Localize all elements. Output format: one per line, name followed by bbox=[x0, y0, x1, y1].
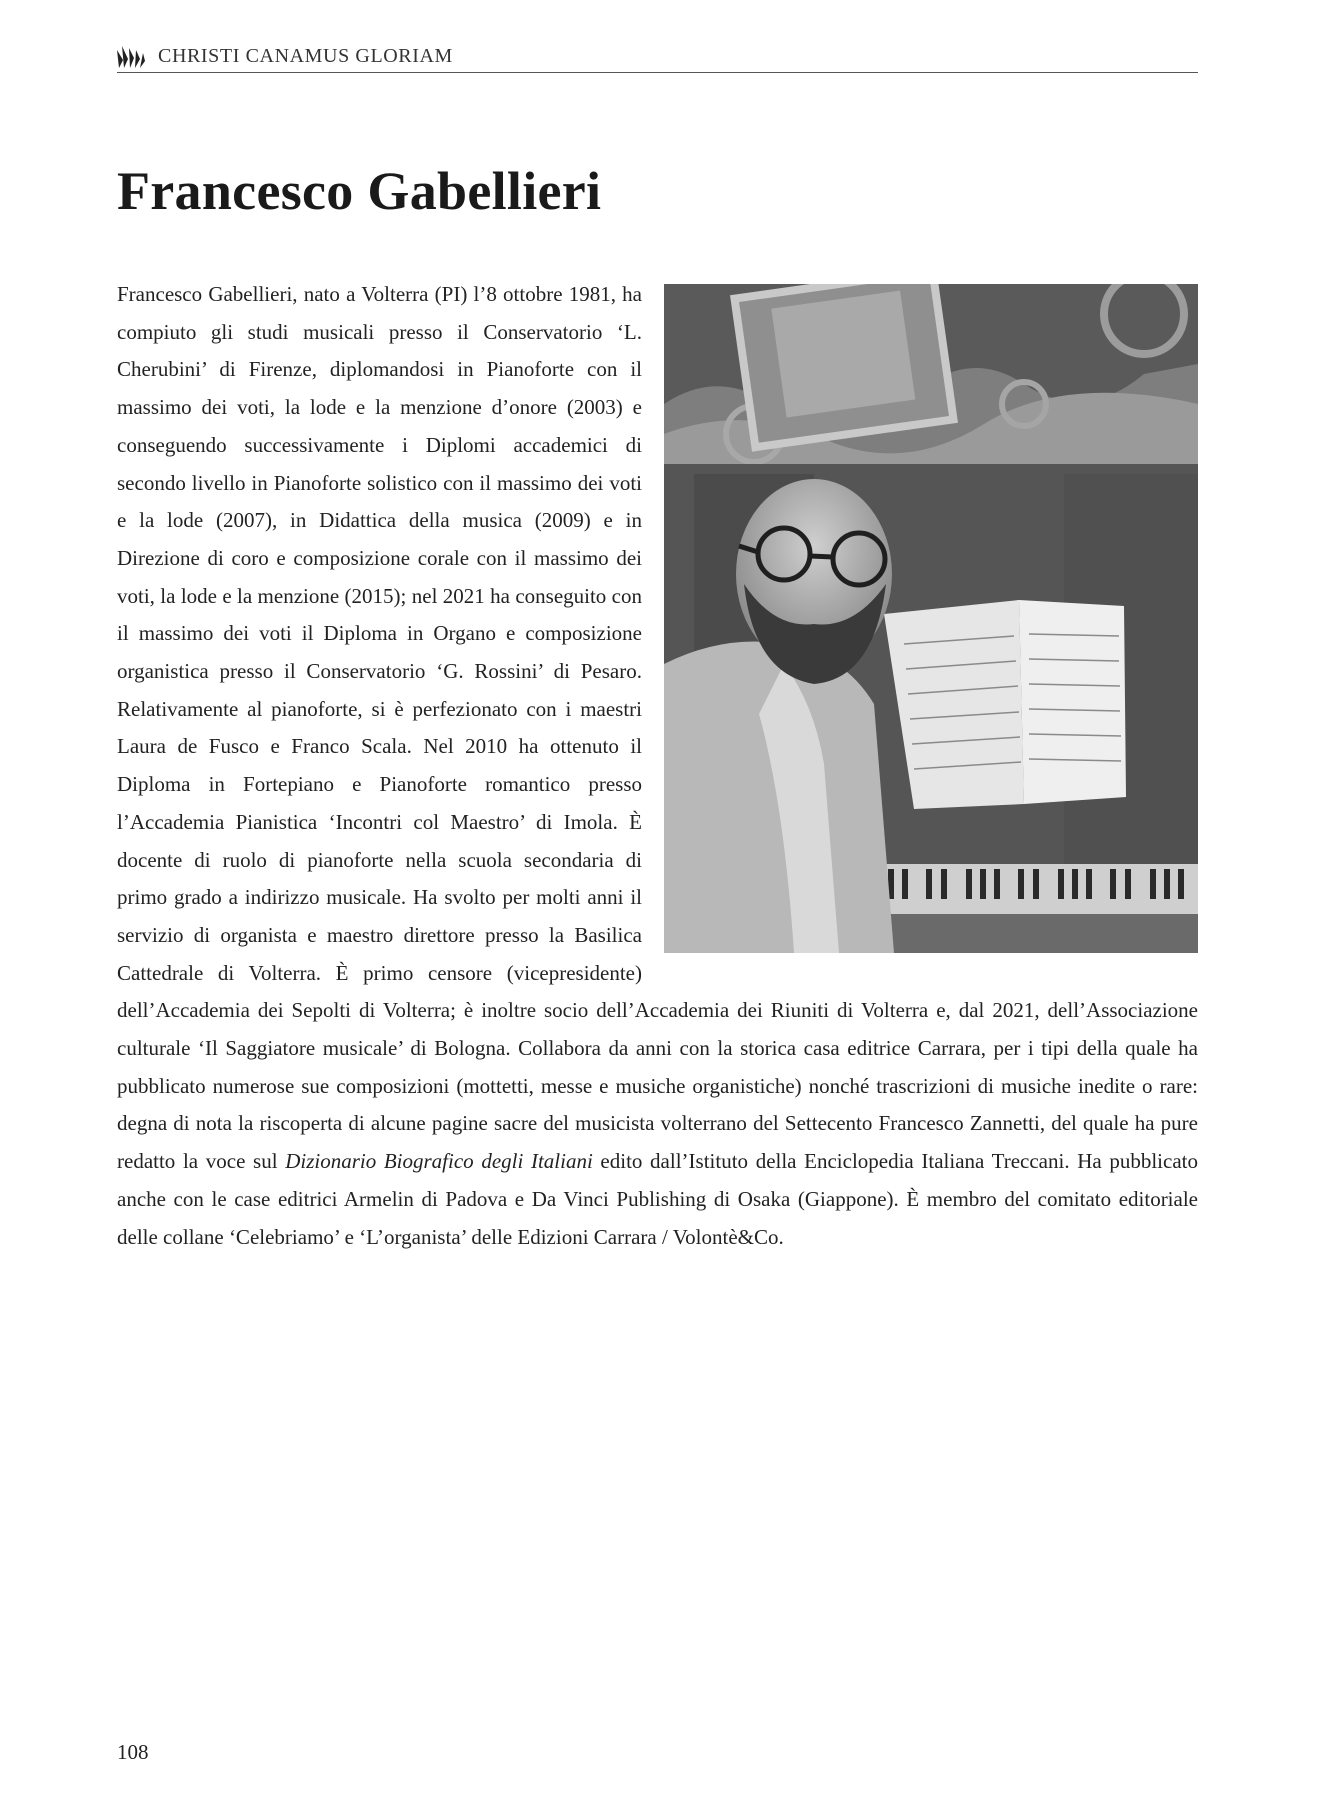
running-header bbox=[117, 40, 1198, 73]
dictionary-title: Dizionario Biografico degli Italiani bbox=[285, 1149, 593, 1174]
biography-text-part-2: edito dall’Istituto della Enciclopedia Italiana Treccani. Ha pubblicato anche con le case editrici Armelin di Padova e Da Vinci Publishing di Osaka (Giappone). È membro del comitato editoriale delle collane ‘Celebriamo’ e ‘L’organista’ delle Edizioni Carrara / Volontè&Co. bbox=[117, 1149, 1198, 1249]
page-title: Francesco Gabellieri bbox=[117, 161, 602, 221]
biography-text-part-1: Francesco Gabellieri, nato a Volterra (PI) l’8 ottobre 1981, ha compiuto gli studi musicali presso il Conservatorio ‘L. Cherubini’ di Firenze, diplomandosi in Pianoforte con il massimo dei voti, la lode e la menzione d’onore (2003) e conseguendo successivamente i Diplomi accademici di secondo livello in Pianoforte solistico con il massimo dei voti e la lode (2007), in Didattica della musica (2009) e in Direzione di coro e composizione corale con il massimo dei voti, la lode e la menzione (2015); nel 2021 ha conseguito con il massimo dei voti il Diploma in Organo e composizione organistica presso il Conservatorio ‘G. Rossini’ di Pesaro. Relativamente al pianoforte, si è perfezionato con i maestri Laura de Fusco e Franco Scala. Nel 2010 ha ottenuto il Diploma in Fortepiano e Pianoforte romantico presso l’Accademia Pianistica ‘Incontri col Maestro’ di Imola. È docente di ruolo di pianoforte nella scuola secondaria di primo grado a indirizzo musicale. Ha svolto per molti anni il servizio di organista e maestro direttore presso la Basilica Cattedrale di Volterra. È primo censore (vicepresidente) dell’Accademia dei Sepolti di Volterra; è inoltre socio dell’Accademia dei Riuniti di Volterra e, dal 2021, dell’Associazione culturale ‘Il Saggiatore musicale’ di Bologna. Collabora da anni con la storica casa editrice Carrara, per i tipi della quale ha pubblicato numerose sue composizioni (mottetti, messe e musiche organistiche) nonché trascrizioni di musiche inedite o rare: degna di nota la riscoperta di alcune pagine sacre del musicista volterrano del Settecento Francesco Zannetti, del quale ha pure redatto la voce sul bbox=[117, 282, 1198, 1174]
running-header-title: CHRISTI CANAMUS GLORIAM bbox=[158, 45, 453, 67]
page-number: 108 bbox=[117, 1740, 149, 1764]
fan-logo-icon bbox=[117, 46, 145, 68]
biography-text bbox=[117, 276, 1198, 1256]
photo-wrap-spacer bbox=[642, 276, 1198, 986]
